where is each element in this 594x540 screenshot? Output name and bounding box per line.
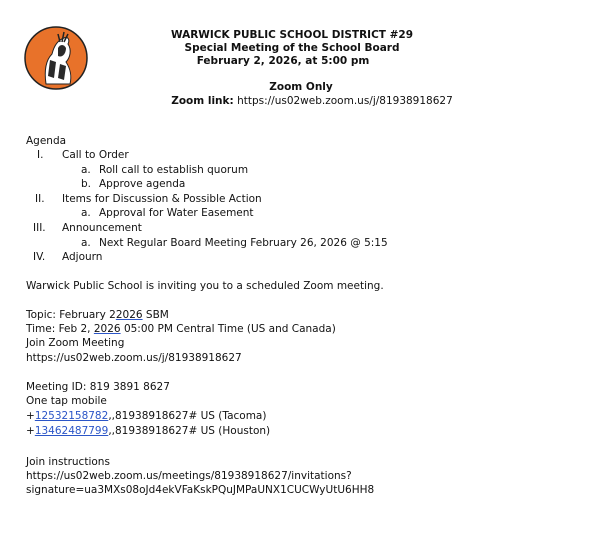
meeting-date: February 2, 2026, at 5:00 pm	[196, 55, 370, 67]
time-suffix: 05:00 PM Central Time (US and Canada)	[120, 323, 336, 335]
zoom-link-url[interactable]: https://us02web.zoom.us/j/81938918627	[237, 95, 453, 107]
agenda-item-4: Adjourn	[62, 251, 103, 263]
tap-plus: +	[26, 410, 35, 422]
agenda-sub-item: Roll call to establish quorum	[99, 164, 249, 176]
one-tap-label: One tap mobile	[26, 395, 107, 407]
district-name: WARWICK PUBLIC SCHOOL DISTRICT #29	[170, 29, 414, 41]
agenda-title: Agenda	[26, 135, 67, 147]
join-meeting-label: Join Zoom Meeting	[26, 337, 125, 349]
join-instructions-signature[interactable]: signature=ua3MXs08oJd4ekVFaKskPQuJMPaUNX1CUCWyUtU6HH8	[26, 484, 375, 496]
tap-phone-link[interactable]: 13462487799	[34, 425, 109, 437]
agenda-item-3: Announcement	[62, 222, 142, 234]
meeting-id: Meeting ID: 819 3891 8627	[26, 381, 170, 393]
agenda-sub-num: a.	[81, 207, 91, 219]
time-text: Time: Feb 2,	[26, 323, 91, 335]
agenda-sub-item: Approval for Water Easement	[99, 207, 254, 219]
join-meeting-url[interactable]: https://us02web.zoom.us/j/81938918627	[26, 352, 242, 364]
invite-intro: Warwick Public School is inviting you to a scheduled Zoom meeting.	[26, 280, 384, 292]
join-instructions-label: Join instructions	[26, 456, 110, 468]
topic-text: Topic: February 2	[26, 309, 116, 321]
zoom-link-line	[15, 94, 594, 108]
agenda-sub-num: a.	[81, 237, 91, 249]
agenda-sub-num: a.	[81, 164, 91, 176]
agenda-item-1: Call to Order	[62, 149, 129, 161]
tap-plus: +	[26, 425, 35, 437]
agenda-num-3: III.	[33, 222, 46, 234]
agenda-sub-item: Next Regular Board Meeting February 26, 2026 @ 5:15	[99, 237, 388, 249]
time-year: 2026	[93, 323, 121, 335]
agenda-num-4: IV.	[33, 251, 46, 263]
tap-rest: ,,81938918627# US (Tacoma)	[108, 410, 267, 422]
topic-year: 2026	[115, 309, 143, 321]
join-instructions-url[interactable]: https://us02web.zoom.us/meetings/81938918627/invitations?	[26, 470, 352, 482]
meeting-title: Special Meeting of the School Board	[184, 42, 400, 54]
tap-rest: ,,81938918627# US (Houston)	[108, 425, 271, 437]
zoom-only-label: Zoom Only	[269, 81, 333, 93]
zoom-link-label: Zoom link:	[171, 95, 234, 107]
one-tap-houston	[26, 424, 270, 438]
tap-phone-link[interactable]: 12532158782	[34, 410, 109, 422]
agenda-num-1: I.	[37, 149, 44, 161]
meeting-time	[26, 322, 336, 336]
agenda-sub-num: b.	[81, 178, 92, 190]
agenda-item-2: Items for Discussion & Possible Action	[62, 193, 262, 205]
topic-suffix: SBM	[142, 309, 169, 321]
agenda-num-2: II.	[35, 193, 45, 205]
meeting-topic	[26, 308, 169, 322]
agenda-sub-item: Approve agenda	[99, 178, 186, 190]
one-tap-tacoma	[26, 409, 266, 423]
